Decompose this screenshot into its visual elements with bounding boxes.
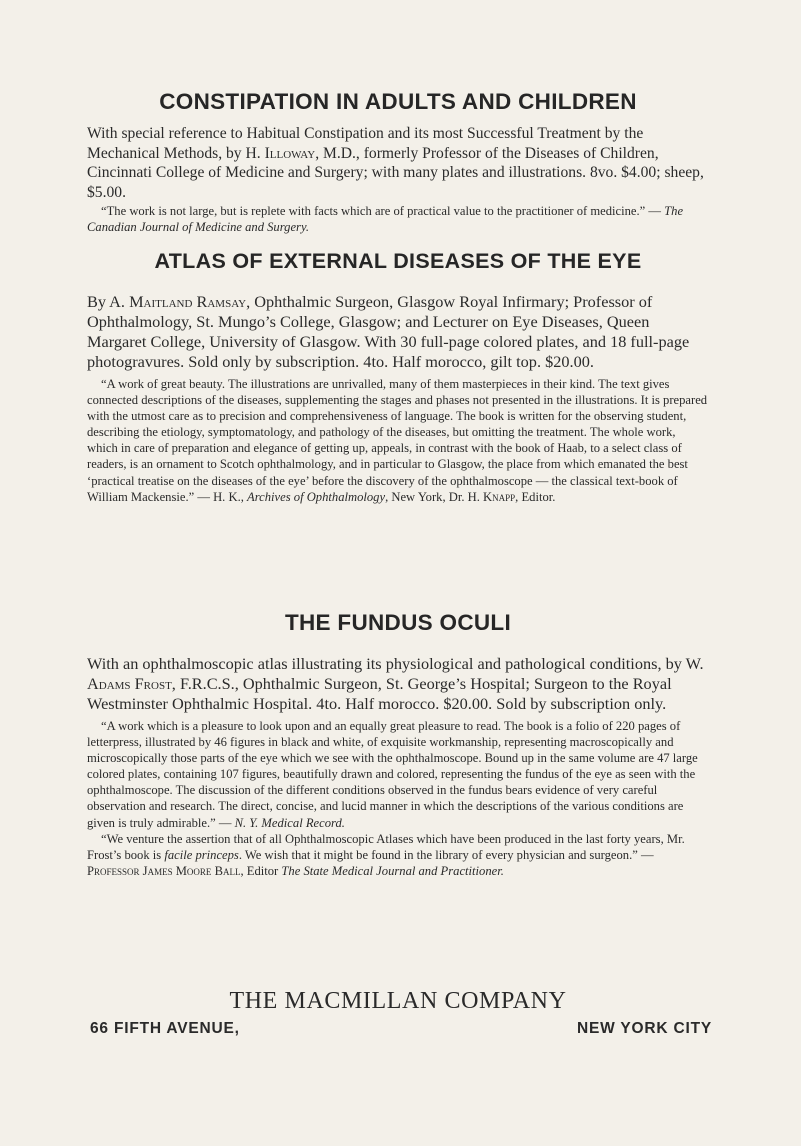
- book1-description: With special reference to Habitual Constipation and its most Successful Treatment by the Mechanical Methods, by H. Illoway, M.D., formerly Professor of the Diseases of Children, Cincinnati College of Medicine and Surgery; with many plates and illustrations. 8vo. $4.00; sheep, $5.00.: [87, 125, 704, 201]
- book1-author: Illoway: [264, 144, 316, 162]
- book3-review2-author: Professor James Moore Ball: [87, 863, 241, 878]
- book2-title: ATLAS OF EXTERNAL DISEASES OF THE EYE: [154, 249, 642, 273]
- book3-entry: [87, 654, 709, 879]
- book2-review-source: Archives of Ophthalmology: [247, 489, 386, 504]
- book2-editor: Knapp: [483, 489, 516, 504]
- publisher-city: NEW YORK CITY: [577, 1020, 712, 1037]
- book3-title: THE FUNDUS OCULI: [284, 610, 512, 635]
- book1-title: CONSTIPATION IN ADULTS AND CHILDREN: [159, 89, 637, 114]
- book1-review: “The work is not large, but is replete with facts which are of practical value to the practitioner of medicine.” — The Canadian Journal of Medicine and Surgery.: [87, 204, 684, 235]
- book3-review2-source: The State Medical Journal and Practitioner.: [281, 863, 504, 878]
- book3-review-1: “A work which is a pleasure to look upon and an equally great pleasure to read. The book is a folio of 220 pages of letterpress, illustrated by 46 figures in black and white, of exquisite workmanship, representing macroscopically and microscopically those parts of the eye which we see with the ophthalmoscope. Bound up in the same volume are 47 large colored plates, containing 107 figures, beautifully drawn and colored, representing the fundus of the eye as seen with the ophthalmoscope. The discussion of the different conditions observed in the fundus bears evidence of very careful observation and research. The direct, concise, and lucid manner in which the descriptions of the various conditions are given is truly admirable.” — N. Y. Medical Record.: [87, 719, 698, 830]
- book3-author: Adams Frost: [87, 674, 172, 693]
- publisher-address-line: [90, 1020, 712, 1038]
- book2-description: By A. Maitland Ramsay, Ophthalmic Surgeon, Glasgow Royal Infirmary; Professor of Ophthalmology, St. Mungo’s College, Glasgow; and Lecturer on Eye Diseases, Queen Margaret College, University of Glasgow. With 30 full-page colored plates, and 18 full-page photogravures. Sold only by subscription. 4to. Half morocco, gilt top. $20.00.: [87, 292, 690, 371]
- book1-review-source: The Canadian Journal of Medicine and Surgery.: [87, 204, 684, 235]
- book2-review: “A work of great beauty. The illustrations are unrivalled, many of them masterpieces in their kind. The text gives connected descriptions of the diseases, supplementing the stages and phases not presented in the illustrations. It is prepared with the utmost care as to precision and comprehensiveness of language. The book is written for the observing student, describing the etiology, symptomatology, and pathology of the diseases, but omitting the treatment. The whole work, which in care of preparation and elegance of getting up, appeals, in contrast with the book of Haab, to a select class of readers, is an ornament to Scotch ophthalmology, and in particular to Glasgow, the place from which emanated the best ‘practical treatise on the diseases of the eye’ before the discovery of the ophthalmoscope — the classical text-book of William Mackensie.” — H. K., Archives of Ophthalmology, New York, Dr. H. Knapp, Editor.: [87, 377, 708, 504]
- book1-entry: [87, 124, 709, 235]
- book2-author: Maitland Ramsay: [129, 292, 247, 311]
- book3-review1-source: N. Y. Medical Record.: [234, 815, 345, 830]
- book3-description: With an ophthalmoscopic atlas illustrating its physiological and pathological conditions, by W. Adams Frost, F.R.C.S., Ophthalmic Surgeon, St. George’s Hospital; Surgeon to the Royal Westminster Ophthalmic Hospital. 4to. Half morocco. $20.00. Sold by subscription only.: [87, 654, 704, 713]
- book2-entry: [87, 292, 709, 505]
- publisher-name: THE MACMILLAN COMPANY: [229, 988, 567, 1014]
- book3-review-2: “We venture the assertion that of all Ophthalmoscopic Atlases which have been produced in the last forty years, Mr. Frost’s book is facile princeps. We wish that it might be found in the library of every physician and surgeon.” — Professor James Moore Ball, Editor The State Medical Journal and Practitioner.: [87, 831, 685, 878]
- publisher-address: 66 FIFTH AVENUE,: [90, 1020, 240, 1037]
